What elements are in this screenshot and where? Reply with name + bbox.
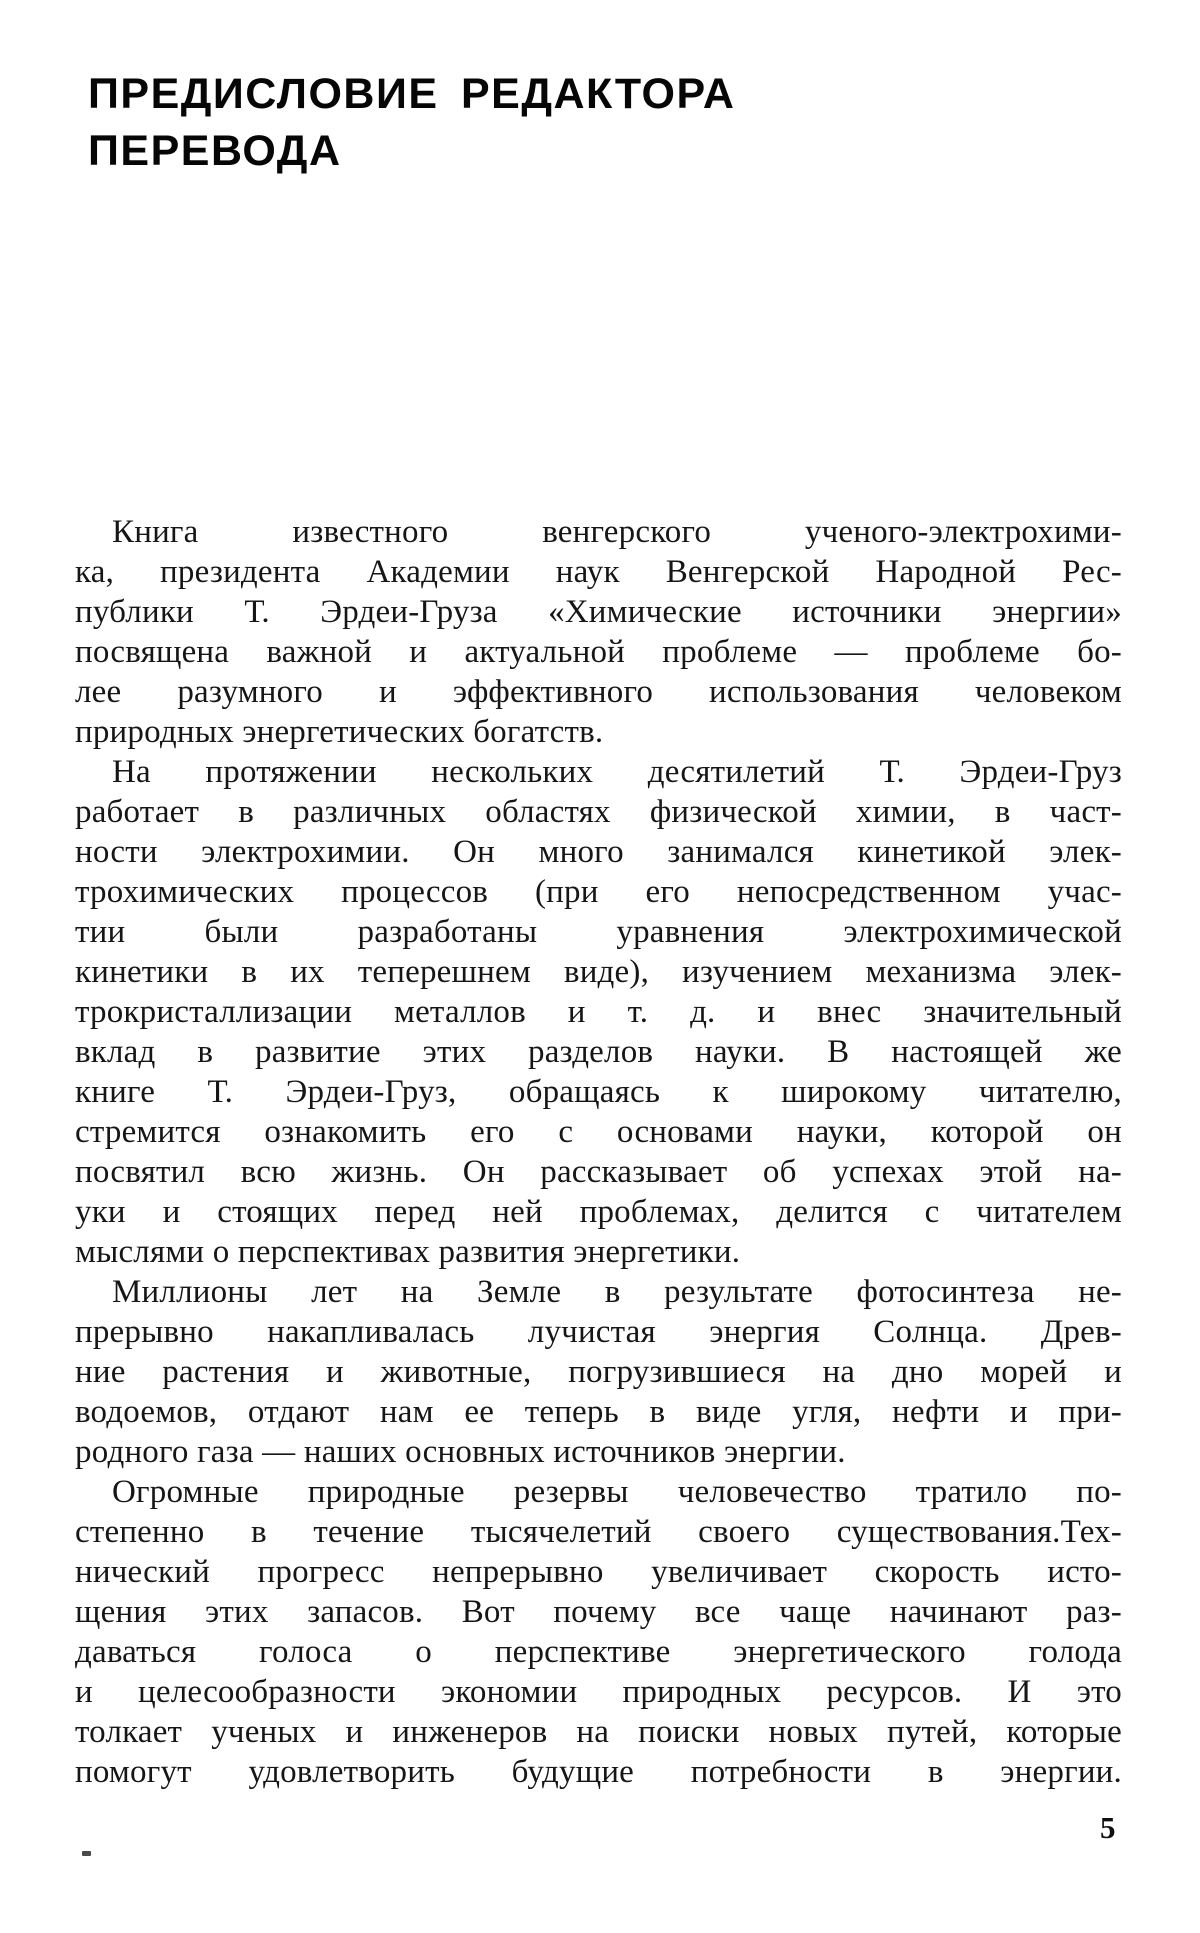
text-line: Огромные природные резервы человечество тратило по- (112, 1474, 1122, 1510)
text-line: публики Т. Эрдеи-Груза «Химические источники энергии» (75, 594, 1122, 630)
text-line: посвятил всю жизнь. Он рассказывает об успехах этой на- (75, 1154, 1122, 1190)
text-line: помогут удовлетворить будущие потребности в энергии. (75, 1754, 1122, 1790)
paragraph (75, 1272, 1122, 1472)
text-line: трокристаллизации металлов и т. д. и внес значительный (75, 994, 1122, 1030)
paragraph (75, 1472, 1122, 1792)
text-line: даваться голоса о перспективе энергетического голода (75, 1634, 1122, 1670)
text-line: работает в различных областях физической химии, в част- (75, 794, 1122, 830)
text-line: толкает ученых и инженеров на поиски новых путей, которые (75, 1714, 1122, 1750)
text-line: родного газа — наших основных источников энергии. (75, 1434, 846, 1470)
text-line: нический прогресс непрерывно увеличивает скорость исто- (75, 1554, 1122, 1590)
text-line: Миллионы лет на Земле в результате фотосинтеза не- (112, 1274, 1122, 1310)
page-body (75, 512, 1122, 1792)
text-line: На протяжении нескольких десятилетий Т. Эрдеи-Груз (112, 754, 1122, 790)
paragraph (75, 752, 1122, 1272)
text-line: посвящена важной и актуальной проблеме — проблеме бо- (75, 634, 1122, 670)
chapter-title (88, 66, 735, 180)
text-line: ка, президента Академии наук Венгерской Народной Рес- (75, 554, 1122, 590)
text-line: вклад в развитие этих разделов науки. В настоящей же (75, 1034, 1122, 1070)
text-line: водоемов, отдают нам ее теперь в виде угля, нефти и при- (75, 1394, 1122, 1430)
text-line: ние растения и животные, погрузившиеся на дно морей и (75, 1354, 1122, 1390)
text-line: трохимических процессов (при его непосредственном учас- (75, 874, 1122, 910)
chapter-title-line1: ПРЕДИСЛОВИЕ РЕДАКТОРА (88, 70, 736, 118)
text-line: уки и стоящих перед ней проблемах, делится с читателем (75, 1194, 1122, 1230)
chapter-title-line2: ПЕРЕВОДА (88, 127, 342, 175)
text-line: природных энергетических богатств. (75, 714, 604, 750)
scan-artifact-dash (82, 1851, 91, 1856)
text-line: щения этих запасов. Вот почему все чаще начинают раз- (75, 1594, 1122, 1630)
text-line: мыслями о перспективах развития энергетики. (75, 1234, 741, 1270)
page-number: 5 (1100, 1810, 1116, 1845)
text-line: книге Т. Эрдеи-Груз, обращаясь к широкому читателю, (75, 1074, 1122, 1110)
text-line: ности электрохимии. Он много занимался кинетикой элек- (75, 834, 1122, 870)
text-line: прерывно накапливалась лучистая энергия Солнца. Древ- (75, 1314, 1122, 1350)
text-line: Книга известного венгерского ученого-электрохими- (112, 514, 1122, 550)
text-line: степенно в течение тысячелетий своего существования.Тех- (75, 1514, 1122, 1550)
text-line: лее разумного и эффективного использования человеком (75, 674, 1122, 710)
text-line: и целесообразности экономии природных ресурсов. И это (75, 1674, 1122, 1710)
text-line: стремится ознакомить его с основами науки, которой он (75, 1114, 1122, 1150)
text-line: кинетики в их теперешнем виде), изучением механизма элек- (75, 954, 1122, 990)
text-line: тии были разработаны уравнения электрохимической (75, 914, 1122, 950)
paragraph (75, 512, 1122, 752)
